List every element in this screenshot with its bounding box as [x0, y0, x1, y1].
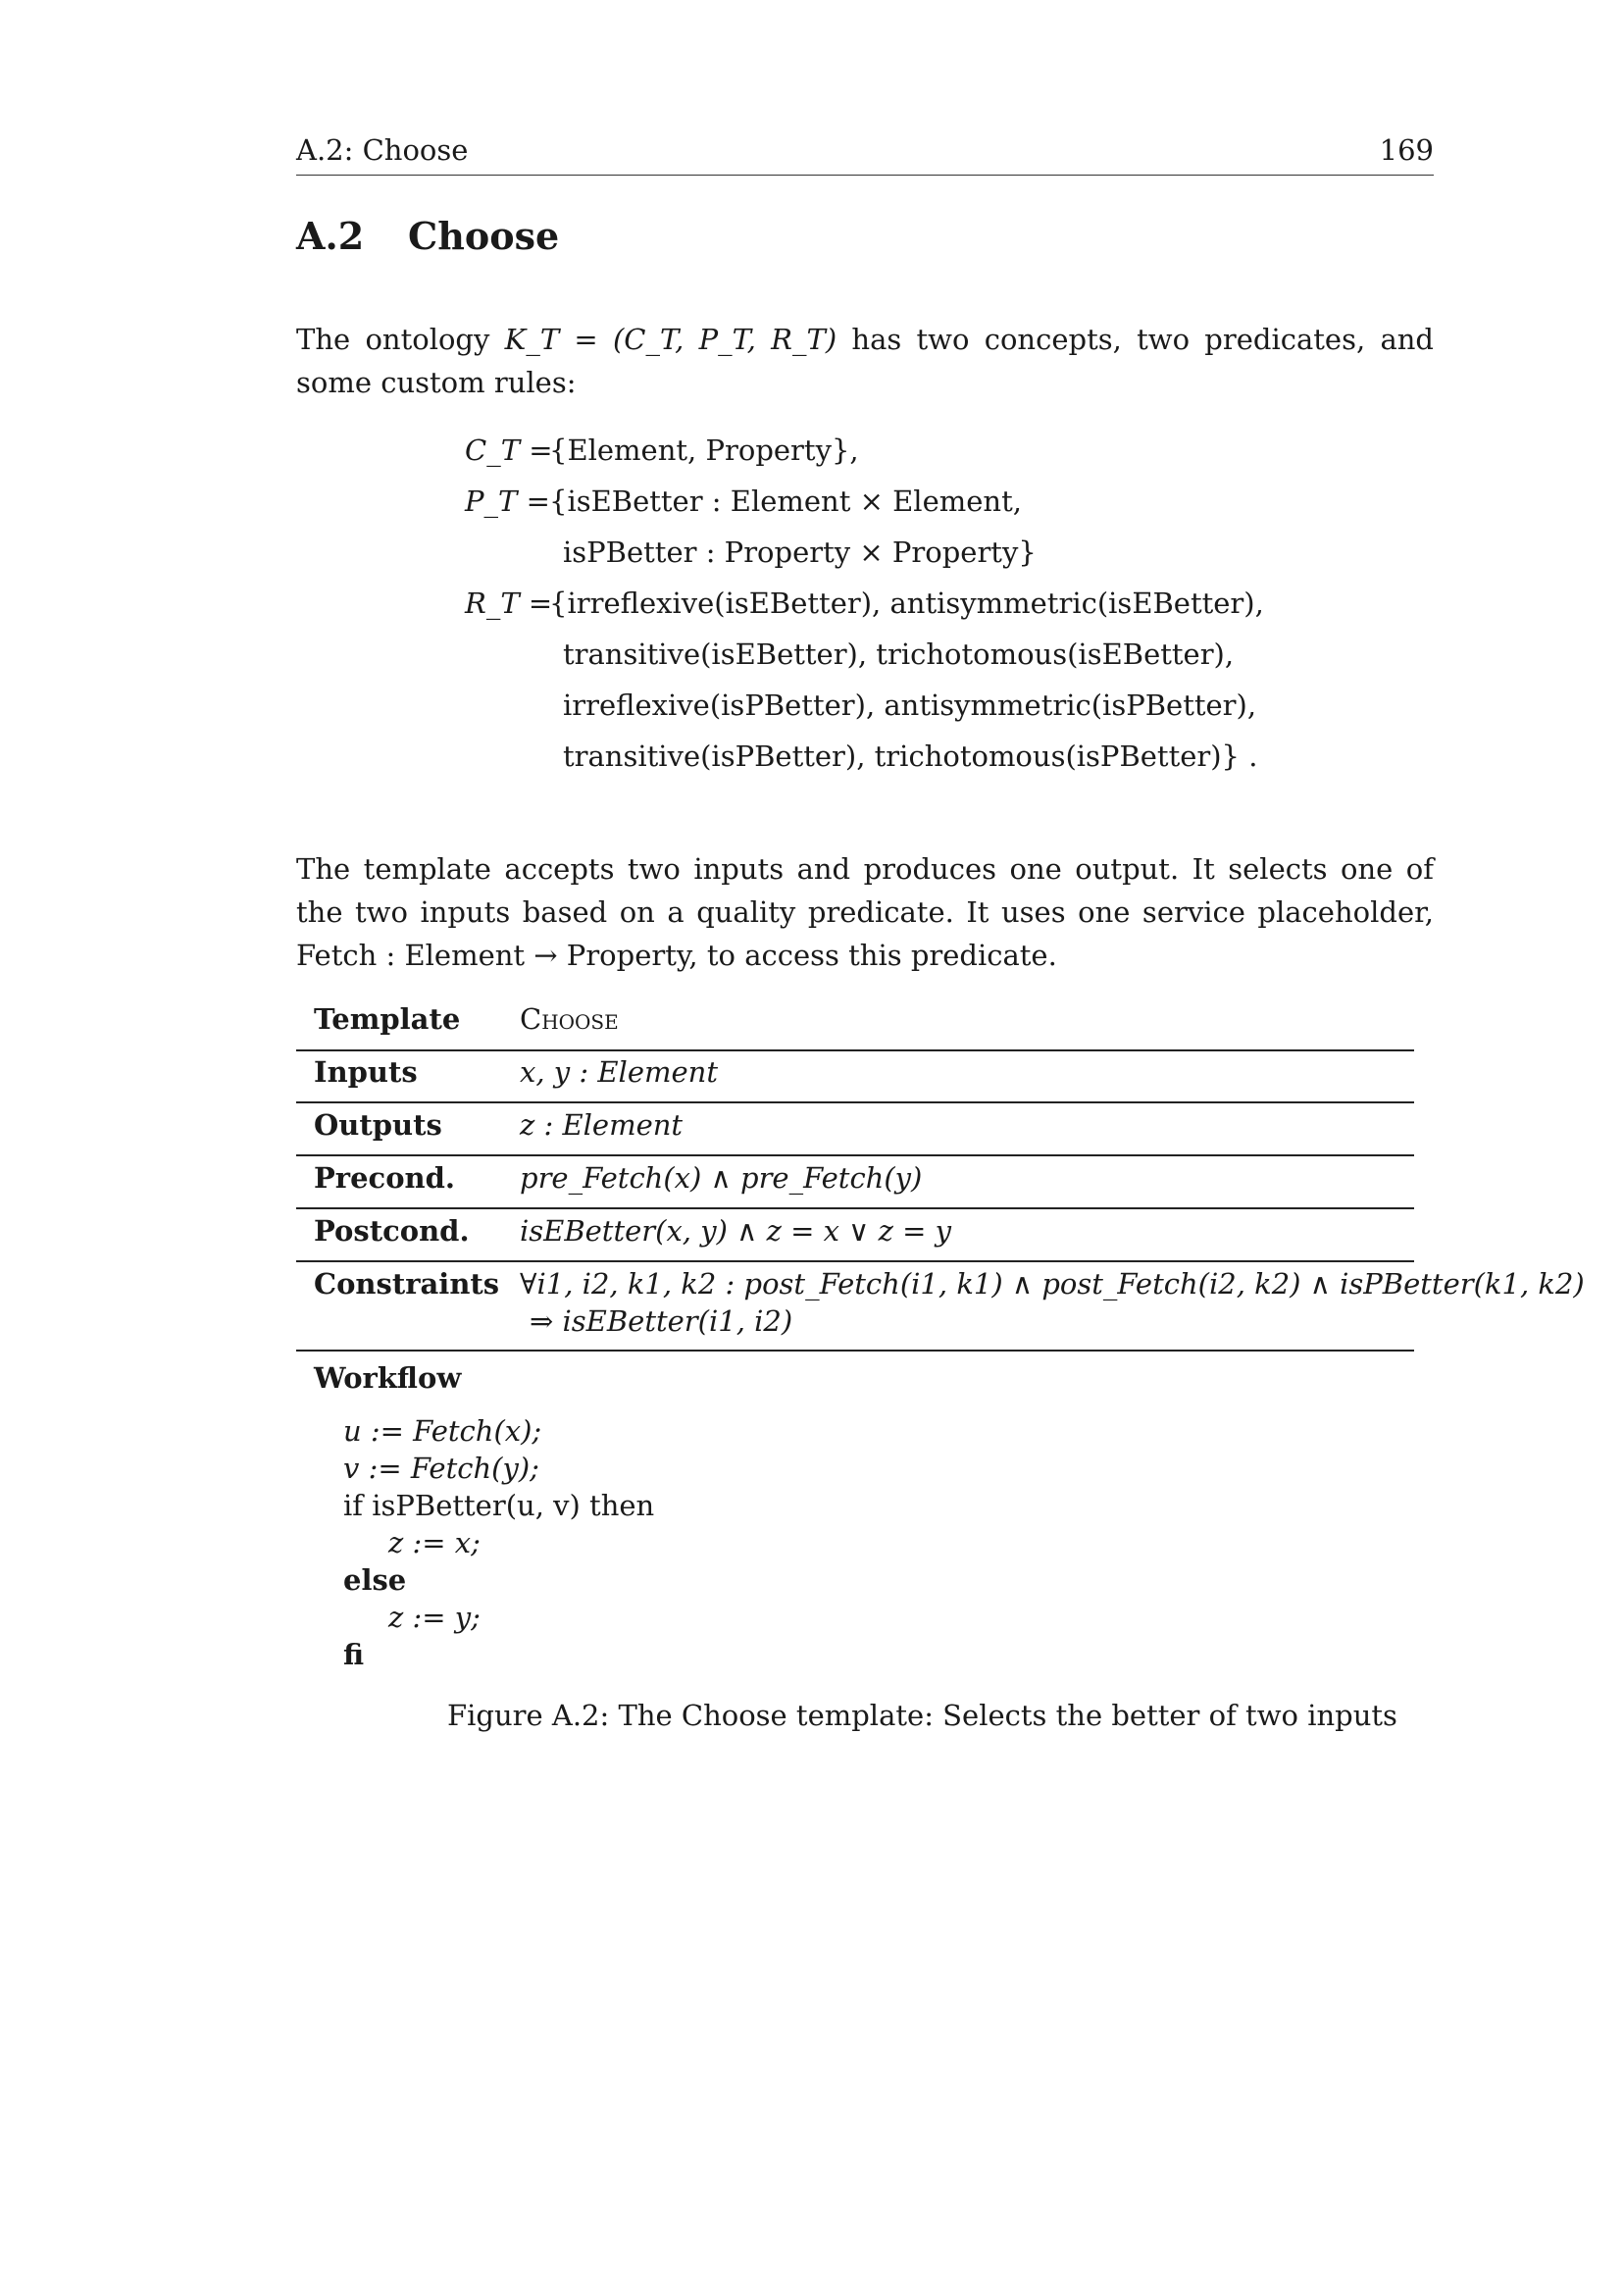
row-label: Constraints [314, 1267, 500, 1301]
workflow-line: z := y; [388, 1601, 481, 1634]
workflow-line: fi [343, 1638, 365, 1671]
row-label: Outputs [314, 1108, 442, 1142]
row-value: ∀i1, i2, k1, k2 : post_Fetch(i1, k1) ∧ post_Fetch(i2, k2) ∧ isPBetter(k1, k2) [520, 1267, 1585, 1301]
table-rule [296, 1260, 1414, 1262]
row-value: z : Element [520, 1108, 684, 1142]
workflow-line: v := Fetch(y); [343, 1452, 539, 1485]
row-label: Inputs [314, 1055, 418, 1089]
table-rule [296, 1350, 1414, 1352]
table-rule [296, 1049, 1414, 1051]
row-label: Template [314, 1002, 461, 1036]
intro-prefix: The ontology [296, 323, 505, 356]
rt-lhs: R_T = [465, 587, 553, 620]
figure-caption: Figure A.2: The Choose template: Selects the better of two inputs [447, 1699, 1397, 1732]
table-rule [296, 1207, 1414, 1209]
rt-rhs-1: {irreflexive(isEBetter), antisymmetric(isEBetter), [549, 587, 1264, 620]
row-label: Precond. [314, 1161, 455, 1195]
workflow-label: Workflow [314, 1361, 462, 1395]
ct-rhs: {Element, Property}, [549, 434, 859, 467]
table-rule [296, 1154, 1414, 1156]
intro-suffix: has two concepts, two predicates, and some custom rules: [296, 323, 1434, 399]
intro-formula: K_T = (C_T, P_T, R_T) [504, 323, 837, 356]
intro-paragraph [296, 318, 1434, 404]
section-title [296, 214, 559, 258]
rt-rhs-4: transitive(isPBetter), trichotomous(isPBetter)} . [563, 740, 1258, 773]
workflow-line: if isPBetter(u, v) then [343, 1489, 655, 1522]
page-number: 169 [1379, 133, 1434, 167]
workflow-line: u := Fetch(x); [343, 1414, 542, 1448]
pt-rhs-2: isPBetter : Property × Property} [563, 536, 1037, 569]
running-header-section: A.2: Choose [296, 133, 469, 167]
row-label: Postcond. [314, 1214, 470, 1248]
row-value: isEBetter(x, y) ∧ z = x ∨ z = y [520, 1214, 952, 1248]
pt-lhs: P_T = [465, 485, 550, 518]
description-paragraph: The template accepts two inputs and produces one output. It selects one of the two inputs based on a quality predicate. It uses one service placeholder, Fetch : Element → Property, to access this predicate. [296, 852, 1434, 972]
pt-rhs-1: {isEBetter : Element × Element, [549, 485, 1022, 518]
section-number: A.2 [296, 214, 365, 258]
running-header [296, 131, 1434, 176]
section-heading: Choose [408, 214, 560, 258]
row-value: x, y : Element [520, 1055, 718, 1089]
rt-rhs-3: irreflexive(isPBetter), antisymmetric(isPBetter), [563, 689, 1257, 722]
rt-rhs-2: transitive(isEBetter), trichotomous(isEBetter), [563, 638, 1235, 671]
row-value: pre_Fetch(x) ∧ pre_Fetch(y) [520, 1161, 923, 1195]
row-value: Choose [520, 1002, 619, 1036]
workflow-line: else [343, 1563, 407, 1597]
row-value-continuation: ⇒ isEBetter(i1, i2) [530, 1304, 793, 1338]
workflow-line: z := x; [388, 1526, 481, 1559]
ct-lhs: C_T = [465, 434, 553, 467]
table-rule [296, 1101, 1414, 1103]
